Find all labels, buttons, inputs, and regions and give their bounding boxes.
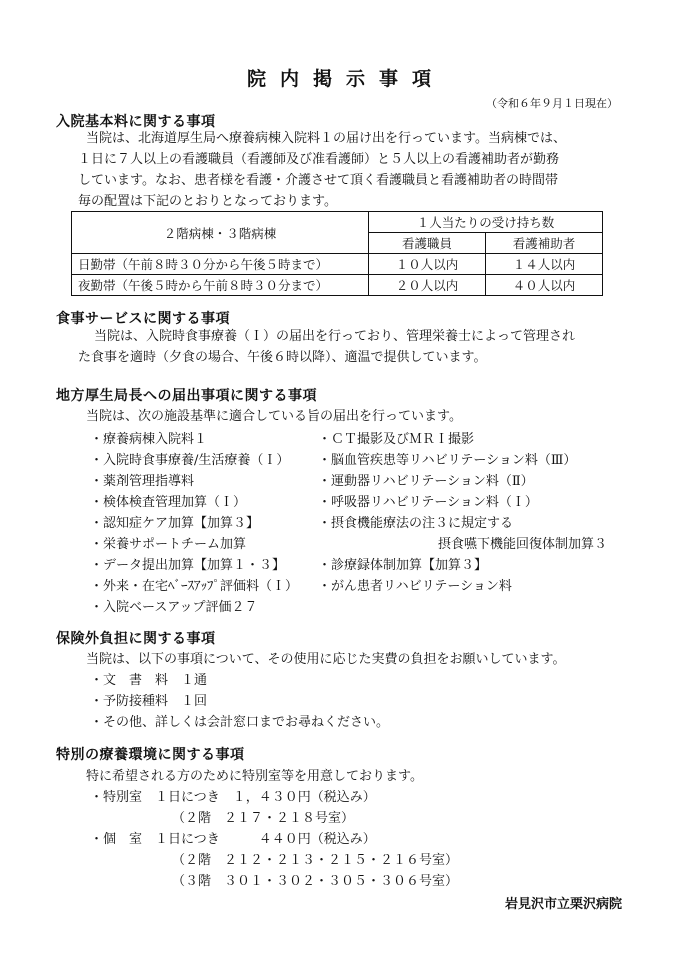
cell-aide: ４０人以内 [486, 275, 603, 296]
table-header-row [72, 212, 603, 233]
special-intro: 特に希望される方のために特別室等を用意しております。 [86, 769, 423, 784]
list-item: ・入院時食事療養/生活療養（Ｉ） [90, 453, 290, 468]
page-title: 院内掲示事項 [246, 68, 445, 90]
meal-paragraph [78, 326, 575, 368]
facility-intro: 当院は、次の施設基準に適合している旨の届出を行っています。 [86, 409, 462, 424]
list-item: ・ＣＴ撮影及びＭＲＩ撮影 [318, 432, 475, 447]
list-item: ・診療録体制加算【加算３】 [318, 558, 488, 573]
section-heading-meal: 食事サービスに関する事項 [56, 311, 230, 327]
room-fee-line: ・個 室 １日につき ４４０円（税込み） [90, 832, 376, 847]
table-row [72, 275, 603, 296]
cell-aide: １４人以内 [486, 254, 603, 275]
col-header-nurse: 看護職員 [369, 233, 486, 254]
list-item: ・データ提出加算【加算１・３】 [90, 558, 286, 573]
table-row [72, 254, 603, 275]
section-heading-facility: 地方厚生局長への届出事項に関する事項 [56, 388, 317, 404]
section-heading-special-room: 特別の療養環境に関する事項 [56, 747, 245, 763]
list-item: ・運動器リハビリテーション料（Ⅱ） [318, 474, 534, 489]
col-header-aide: 看護補助者 [486, 233, 603, 254]
table-group-header: １人当たりの受け持ち数 [369, 212, 603, 233]
cell-nurse: ２０人以内 [369, 275, 486, 296]
row-label: 日勤帯（午前８時３０分から午後５時まで） [72, 254, 369, 275]
paragraph-line: 当院は、入院時食事療養（Ｉ）の届出を行っており、管理栄養士によって管理され [94, 329, 576, 344]
hospital-signature: 岩見沢市立栗沢病院 [504, 897, 622, 912]
effective-date: （令和６年９月１日現在） [486, 97, 618, 110]
list-item: ・予防接種料 １回 [90, 694, 208, 709]
room-numbers-line: （３階 ３０１・３０２・３０５・３０６号室） [172, 874, 459, 889]
list-item: ・文 書 料 １通 [90, 673, 208, 688]
list-item: ・その他、詳しくは会計窓口までお尋ねください。 [90, 715, 390, 730]
list-item-continuation: 摂食嚥下機能回復体制加算３ [438, 537, 608, 552]
cell-nurse: １０人以内 [369, 254, 486, 275]
paragraph-line: た食事を適時（夕食の場合、午後６時以降）、適温で提供しています。 [78, 350, 487, 365]
list-item: ・栄養サポートチーム加算 [90, 537, 247, 552]
list-item: ・呼吸器リハビリテーション料（Ｉ） [318, 495, 538, 510]
basic-fee-paragraph [78, 128, 566, 212]
paragraph-line: 当院は、北海道厚生局へ療養病棟入院料１の届け出を行っています。当病棟では、 [86, 131, 566, 146]
uninsured-intro: 当院は、以下の事項について、その使用に応じた実費の負担をお願いしています。 [86, 652, 566, 667]
list-item: ・脳血管疾患等リハビリテーション料（Ⅲ） [318, 453, 577, 468]
section-heading-basic-fee: 入院基本料に関する事項 [56, 114, 216, 130]
list-item: ・入院ベースアップ評価２７ [90, 600, 258, 615]
list-item: ・薬剤管理指導料 [90, 474, 195, 489]
table-corner-header: ２階病棟・３階病棟 [72, 212, 369, 254]
list-item: ・外来・在宅ﾍﾞｰｽｱｯﾌﾟ評価料（Ｉ） [90, 579, 299, 594]
paragraph-line: 毎の配置は下記のとおりとなっております。 [78, 194, 337, 209]
row-label: 夜勤帯（午後５時から午前８時３０分まで） [72, 275, 369, 296]
list-item: ・摂食機能療法の注３に規定する [318, 516, 514, 531]
list-item: ・がん患者リハビリテーション料 [318, 579, 512, 594]
section-heading-uninsured: 保険外負担に関する事項 [56, 631, 216, 647]
room-numbers-line: （２階 ２１２・２１３・２１５・２１６号室） [172, 853, 459, 868]
paragraph-line: しています。なお、患者様を看護・介護させて頂く看護職員と看護補助者の時間帯 [78, 173, 558, 188]
staffing-table [71, 211, 603, 296]
room-fee-line: ・特別室 １日につき １，４３０円（税込み） [90, 790, 376, 805]
paragraph-line: １日に７人以上の看護職員（看護師及び准看護師）と５人以上の看護補助者が勤務 [78, 152, 560, 167]
room-numbers-line: （２階 ２１７・２１８号室） [172, 811, 355, 826]
list-item: ・療養病棟入院料１ [90, 432, 208, 447]
list-item: ・検体検査管理加算（Ｉ） [90, 495, 247, 510]
list-item: ・認知症ケア加算【加算３】 [90, 516, 260, 531]
